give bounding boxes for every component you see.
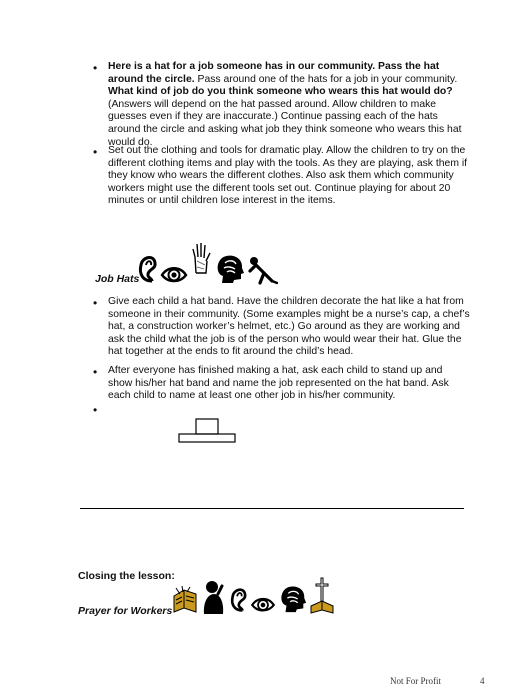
paragraph-segment: Pass around one of the hats for a job in your community. [194, 73, 458, 85]
eye-icon [250, 596, 276, 614]
bullet-marker: • [93, 296, 98, 310]
job-hats-icon-strip [136, 241, 278, 285]
paragraph-segment: What kind of job do you think someone who wears this hat would do? [108, 86, 453, 98]
prayer-for-workers-heading: Prayer for Workers [78, 605, 173, 617]
hand-icon [190, 241, 212, 275]
closing-heading: Closing the lesson: [78, 570, 175, 582]
footer-text: Not For Profit [390, 676, 442, 686]
bullet-marker: • [93, 145, 98, 159]
bullet-marker: • [93, 61, 98, 75]
book-icon [172, 584, 198, 614]
job-hats-heading: Job Hats [95, 273, 140, 285]
head-silhouette-icon [278, 584, 308, 614]
paragraph-segment: Here is a hat for a job someone has in our community. Pass the hat around the circle. [108, 61, 440, 85]
hat-around-circle-paragraph [108, 61, 468, 149]
head-silhouette-icon [214, 253, 246, 285]
praying-child-icon [200, 580, 226, 614]
prayer-icon-strip [172, 576, 334, 614]
eye-icon [160, 265, 188, 285]
show-hat-band-paragraph: After everyone has finished making a hat, ask each child to stand up and show his/her hat band and name the job represented on the hat band. Ask each child to name at least one other job in his/her community. [108, 365, 449, 402]
bullet-marker: • [93, 365, 98, 379]
dramatic-play-paragraph [108, 145, 470, 208]
bullet-marker: • [93, 403, 98, 417]
paragraph-segment: (Answers will depend on the hat passed around. Allow children to make guesses even if they are inaccurate.) Continue passing each of the hats around the circle and asking what job they think someone who wears this hat would do. [108, 98, 462, 148]
hat-band-paragraph: Give each child a hat band. Have the children decorate the hat like a hat from someone in their community. (Some examples might be a nurse’s cap, a chef’s hat, a construction worker’s helmet, etc.) Go around as they are working and ask the child what the job is of the person who would wear their hat. Glue the hat together at the ends to fit around the child’s head. [108, 296, 470, 358]
paragraph-segment: Set out the clothing and tools for dramatic play. Allow the children to try on the different clothing items and play with the tools. As they are playing, ask them if they know who wears the different clothes. Also ask them which community workers might use the different tools set out. Continue playing for about 20 minutes or until children lose interest in the items. [108, 145, 468, 207]
hat-outline-drawing [178, 418, 238, 444]
ear-icon [228, 584, 248, 614]
horizontal-rule [80, 508, 464, 509]
cross-bible-icon [310, 576, 334, 614]
stretching-figure-icon [248, 255, 278, 285]
page-number: 4 [480, 676, 485, 686]
